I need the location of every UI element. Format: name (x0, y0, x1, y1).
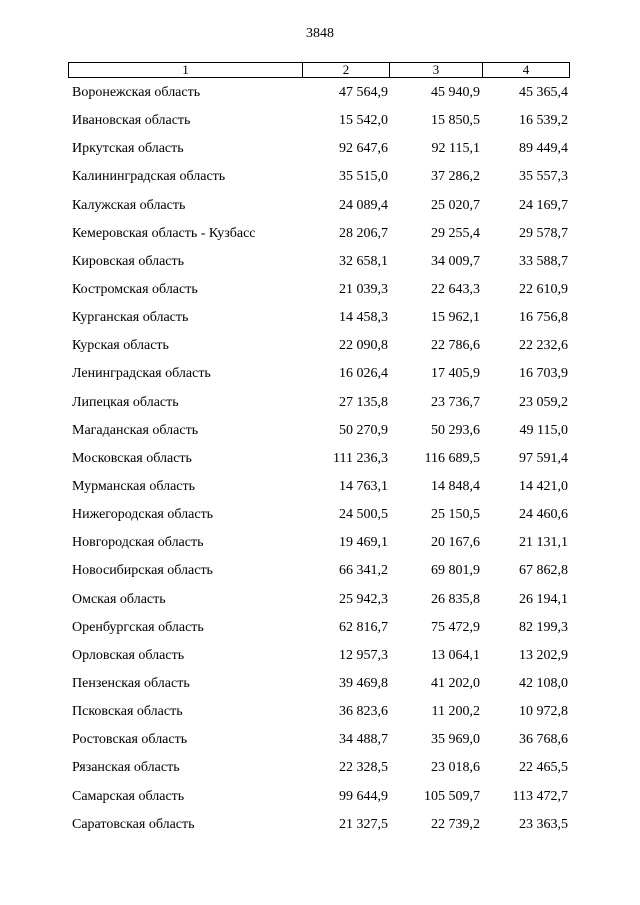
value-col-3: 105 509,7 (424, 788, 480, 804)
value-col-3: 15 962,1 (431, 310, 480, 326)
region-name: Курская область (72, 338, 169, 354)
column-header-4: 4 (482, 63, 569, 77)
region-name: Ростовская область (72, 732, 188, 748)
table-row (0, 419, 640, 447)
value-col-3: 17 405,9 (431, 366, 480, 382)
value-col-2: 16 026,4 (339, 366, 388, 382)
value-col-3: 35 969,0 (431, 732, 480, 748)
value-col-4: 24 169,7 (519, 197, 568, 213)
value-col-2: 14 763,1 (339, 478, 388, 494)
value-col-2: 21 327,5 (339, 816, 388, 832)
value-col-3: 75 472,9 (431, 619, 480, 635)
value-col-3: 20 167,6 (431, 535, 480, 551)
value-col-2: 24 500,5 (339, 507, 388, 523)
value-col-3: 11 200,2 (431, 704, 480, 720)
value-col-3: 37 286,2 (431, 169, 480, 185)
table-row (0, 616, 640, 644)
value-col-4: 22 232,6 (519, 338, 568, 354)
value-col-3: 22 786,6 (431, 338, 480, 354)
value-col-2: 35 515,0 (339, 169, 388, 185)
value-col-3: 23 018,6 (431, 760, 480, 776)
table-row (0, 250, 640, 278)
table-row (0, 109, 640, 137)
value-col-3: 25 150,5 (431, 507, 480, 523)
value-col-2: 19 469,1 (339, 535, 388, 551)
table-row (0, 700, 640, 728)
value-col-3: 50 293,6 (431, 422, 480, 438)
table-row (0, 588, 640, 616)
table-row (0, 334, 640, 362)
value-col-4: 16 703,9 (519, 366, 568, 382)
region-name: Кировская область (72, 253, 185, 269)
region-name: Омская область (72, 591, 166, 607)
table-body (0, 81, 640, 841)
value-col-3: 29 255,4 (431, 225, 480, 241)
value-col-4: 13 202,9 (519, 647, 568, 663)
value-col-3: 116 689,5 (424, 450, 480, 466)
value-col-3: 41 202,0 (431, 675, 480, 691)
region-name: Липецкая область (72, 394, 179, 410)
value-col-2: 50 270,9 (339, 422, 388, 438)
value-col-4: 97 591,4 (519, 450, 568, 466)
region-name: Новосибирская область (72, 563, 213, 579)
value-col-4: 29 578,7 (519, 225, 568, 241)
value-col-2: 27 135,8 (339, 394, 388, 410)
region-name: Пензенская область (72, 675, 190, 691)
table-row (0, 137, 640, 165)
value-col-3: 69 801,9 (431, 563, 480, 579)
value-col-4: 45 365,4 (519, 85, 568, 100)
table-row (0, 194, 640, 222)
value-col-4: 22 610,9 (519, 281, 568, 297)
value-col-2: 14 458,3 (339, 310, 388, 326)
table-row (0, 813, 640, 841)
value-col-4: 33 588,7 (519, 253, 568, 269)
column-header-2: 2 (302, 63, 389, 77)
value-col-2: 32 658,1 (339, 253, 388, 269)
table-row (0, 672, 640, 700)
column-header-3: 3 (389, 63, 482, 77)
region-name: Оренбургская область (72, 619, 204, 635)
table-row (0, 503, 640, 531)
region-name: Нижегородская область (72, 507, 214, 523)
table-row (0, 306, 640, 334)
value-col-3: 15 850,5 (431, 113, 480, 129)
value-col-2: 36 823,6 (339, 704, 388, 720)
value-col-2: 34 488,7 (339, 732, 388, 748)
value-col-2: 92 647,6 (339, 141, 388, 157)
region-name: Кемеровская область - Кузбасс (72, 225, 256, 241)
page-number: 3848 (306, 26, 334, 41)
value-col-4: 22 465,5 (519, 760, 568, 776)
region-name: Иркутская область (72, 141, 184, 157)
value-col-4: 21 131,1 (519, 535, 568, 551)
region-name: Курганская область (72, 310, 189, 326)
value-col-2: 111 236,3 (333, 450, 388, 466)
value-col-3: 22 643,3 (431, 281, 480, 297)
region-name: Костромская область (72, 281, 198, 297)
value-col-3: 23 736,7 (431, 394, 480, 410)
value-col-3: 26 835,8 (431, 591, 480, 607)
value-col-2: 22 328,5 (339, 760, 388, 776)
value-col-3: 14 848,4 (431, 478, 480, 494)
table-row (0, 559, 640, 587)
table-row (0, 728, 640, 756)
region-name: Ленинградская область (72, 366, 211, 382)
value-col-2: 39 469,8 (339, 675, 388, 691)
table-row (0, 222, 640, 250)
region-name: Самарская область (72, 788, 185, 804)
table-row (0, 756, 640, 784)
value-col-4: 42 108,0 (519, 675, 568, 691)
value-col-4: 23 059,2 (519, 394, 568, 410)
value-col-2: 66 341,2 (339, 563, 388, 579)
value-col-4: 26 194,1 (519, 591, 568, 607)
region-name: Орловская область (72, 647, 185, 663)
value-col-2: 15 542,0 (339, 113, 388, 129)
value-col-2: 47 564,9 (339, 85, 388, 100)
value-col-4: 16 539,2 (519, 113, 568, 129)
region-name: Калужская область (72, 197, 186, 213)
value-col-4: 24 460,6 (519, 507, 568, 523)
value-col-3: 34 009,7 (431, 253, 480, 269)
region-name: Рязанская область (72, 760, 180, 776)
value-col-3: 25 020,7 (431, 197, 480, 213)
table-row (0, 531, 640, 559)
value-col-2: 28 206,7 (339, 225, 388, 241)
value-col-4: 49 115,0 (519, 422, 568, 438)
value-col-4: 35 557,3 (519, 169, 568, 185)
value-col-3: 92 115,1 (431, 141, 480, 157)
table-row (0, 644, 640, 672)
value-col-4: 23 363,5 (519, 816, 568, 832)
table-row (0, 362, 640, 390)
region-name: Ивановская область (72, 113, 191, 129)
value-col-4: 82 199,3 (519, 619, 568, 635)
table-row (0, 475, 640, 503)
value-col-2: 99 644,9 (339, 788, 388, 804)
table-row (0, 165, 640, 193)
table-row (0, 447, 640, 475)
value-col-4: 14 421,0 (519, 478, 568, 494)
table-row (0, 785, 640, 813)
column-header-1: 1 (182, 62, 189, 77)
table-row (0, 81, 640, 109)
value-col-2: 12 957,3 (339, 647, 388, 663)
value-col-2: 21 039,3 (339, 281, 388, 297)
region-name: Воронежская область (72, 85, 201, 100)
value-col-2: 24 089,4 (339, 197, 388, 213)
table-row (0, 278, 640, 306)
table-header (68, 62, 570, 78)
value-col-4: 16 756,8 (519, 310, 568, 326)
region-name: Мурманская область (72, 478, 196, 494)
region-name: Московская область (72, 450, 192, 466)
value-col-4: 89 449,4 (519, 141, 568, 157)
region-name: Магаданская область (72, 422, 199, 438)
region-name: Калининградская область (72, 169, 226, 185)
region-name: Саратовская область (72, 816, 195, 832)
value-col-3: 22 739,2 (431, 816, 480, 832)
value-col-2: 22 090,8 (339, 338, 388, 354)
value-col-4: 36 768,6 (519, 732, 568, 748)
value-col-4: 113 472,7 (512, 788, 568, 804)
value-col-2: 25 942,3 (339, 591, 388, 607)
value-col-3: 45 940,9 (431, 85, 480, 100)
table-row (0, 391, 640, 419)
region-name: Новгородская область (72, 535, 204, 551)
value-col-3: 13 064,1 (431, 647, 480, 663)
value-col-4: 10 972,8 (519, 704, 568, 720)
value-col-4: 67 862,8 (519, 563, 568, 579)
value-col-2: 62 816,7 (339, 619, 388, 635)
region-name: Псковская область (72, 704, 183, 720)
